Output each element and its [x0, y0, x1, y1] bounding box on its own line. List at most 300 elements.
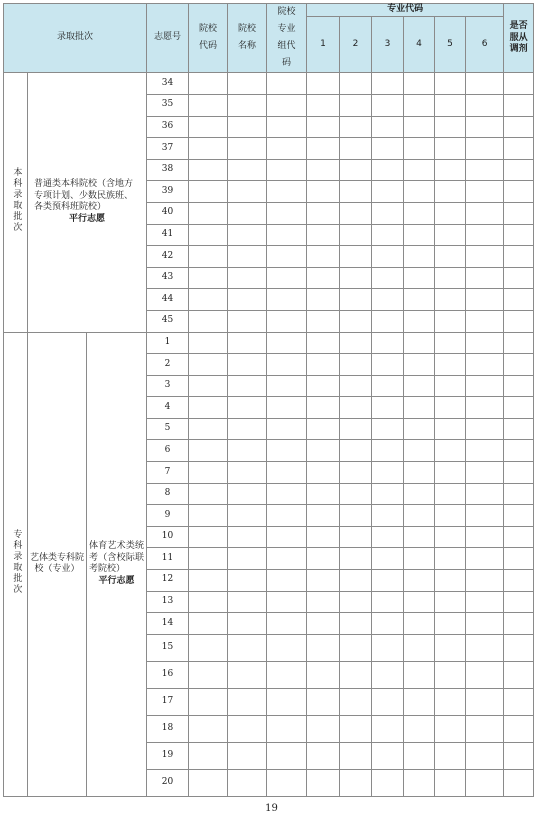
major-group-code-cell[interactable]	[267, 267, 307, 289]
school-code-cell[interactable]	[189, 440, 228, 462]
major-6-cell[interactable]	[466, 591, 504, 613]
major-5-cell[interactable]	[435, 159, 466, 181]
major-3-cell[interactable]	[372, 202, 404, 224]
major-2-cell[interactable]	[340, 289, 372, 311]
major-4-cell[interactable]	[404, 526, 435, 548]
major-5-cell[interactable]	[435, 661, 466, 688]
major-group-code-cell[interactable]	[267, 613, 307, 635]
obey-adjust-cell[interactable]	[504, 743, 534, 770]
major-5-cell[interactable]	[435, 743, 466, 770]
school-code-cell[interactable]	[189, 73, 228, 95]
school-code-cell[interactable]	[189, 202, 228, 224]
school-code-cell[interactable]	[189, 354, 228, 376]
major-4-cell[interactable]	[404, 202, 435, 224]
major-6-cell[interactable]	[466, 375, 504, 397]
major-2-cell[interactable]	[340, 267, 372, 289]
major-4-cell[interactable]	[404, 289, 435, 311]
major-3-cell[interactable]	[372, 548, 404, 570]
major-4-cell[interactable]	[404, 462, 435, 484]
major-group-code-cell[interactable]	[267, 397, 307, 419]
major-2-cell[interactable]	[340, 246, 372, 268]
school-code-cell[interactable]	[189, 94, 228, 116]
major-5-cell[interactable]	[435, 440, 466, 462]
major-4-cell[interactable]	[404, 375, 435, 397]
major-4-cell[interactable]	[404, 332, 435, 354]
major-5-cell[interactable]	[435, 332, 466, 354]
major-3-cell[interactable]	[372, 375, 404, 397]
major-2-cell[interactable]	[340, 743, 372, 770]
major-2-cell[interactable]	[340, 770, 372, 797]
major-group-code-cell[interactable]	[267, 224, 307, 246]
obey-adjust-cell[interactable]	[504, 661, 534, 688]
major-5-cell[interactable]	[435, 246, 466, 268]
major-5-cell[interactable]	[435, 138, 466, 160]
major-5-cell[interactable]	[435, 462, 466, 484]
school-name-cell[interactable]	[228, 116, 267, 138]
major-group-code-cell[interactable]	[267, 181, 307, 203]
obey-adjust-cell[interactable]	[504, 548, 534, 570]
school-code-cell[interactable]	[189, 661, 228, 688]
obey-adjust-cell[interactable]	[504, 73, 534, 95]
major-6-cell[interactable]	[466, 418, 504, 440]
obey-adjust-cell[interactable]	[504, 116, 534, 138]
major-5-cell[interactable]	[435, 770, 466, 797]
major-3-cell[interactable]	[372, 332, 404, 354]
school-name-cell[interactable]	[228, 202, 267, 224]
major-3-cell[interactable]	[372, 94, 404, 116]
major-6-cell[interactable]	[466, 526, 504, 548]
major-4-cell[interactable]	[404, 570, 435, 592]
major-4-cell[interactable]	[404, 634, 435, 661]
obey-adjust-cell[interactable]	[504, 613, 534, 635]
major-3-cell[interactable]	[372, 743, 404, 770]
major-6-cell[interactable]	[466, 267, 504, 289]
school-name-cell[interactable]	[228, 418, 267, 440]
school-code-cell[interactable]	[189, 716, 228, 743]
major-1-cell[interactable]	[307, 116, 340, 138]
major-1-cell[interactable]	[307, 462, 340, 484]
major-4-cell[interactable]	[404, 354, 435, 376]
major-2-cell[interactable]	[340, 310, 372, 332]
major-2-cell[interactable]	[340, 634, 372, 661]
major-1-cell[interactable]	[307, 770, 340, 797]
school-name-cell[interactable]	[228, 159, 267, 181]
school-name-cell[interactable]	[228, 289, 267, 311]
major-6-cell[interactable]	[466, 202, 504, 224]
major-2-cell[interactable]	[340, 418, 372, 440]
major-4-cell[interactable]	[404, 505, 435, 527]
major-6-cell[interactable]	[466, 289, 504, 311]
major-3-cell[interactable]	[372, 716, 404, 743]
major-5-cell[interactable]	[435, 689, 466, 716]
major-3-cell[interactable]	[372, 224, 404, 246]
major-3-cell[interactable]	[372, 289, 404, 311]
major-5-cell[interactable]	[435, 310, 466, 332]
major-2-cell[interactable]	[340, 116, 372, 138]
major-3-cell[interactable]	[372, 483, 404, 505]
school-code-cell[interactable]	[189, 770, 228, 797]
major-3-cell[interactable]	[372, 634, 404, 661]
major-6-cell[interactable]	[466, 634, 504, 661]
major-group-code-cell[interactable]	[267, 548, 307, 570]
major-6-cell[interactable]	[466, 716, 504, 743]
school-name-cell[interactable]	[228, 591, 267, 613]
major-group-code-cell[interactable]	[267, 246, 307, 268]
school-name-cell[interactable]	[228, 661, 267, 688]
major-3-cell[interactable]	[372, 138, 404, 160]
major-group-code-cell[interactable]	[267, 289, 307, 311]
school-code-cell[interactable]	[189, 634, 228, 661]
major-group-code-cell[interactable]	[267, 418, 307, 440]
major-2-cell[interactable]	[340, 716, 372, 743]
school-code-cell[interactable]	[189, 246, 228, 268]
major-2-cell[interactable]	[340, 661, 372, 688]
obey-adjust-cell[interactable]	[504, 397, 534, 419]
major-group-code-cell[interactable]	[267, 440, 307, 462]
major-2-cell[interactable]	[340, 73, 372, 95]
school-name-cell[interactable]	[228, 743, 267, 770]
obey-adjust-cell[interactable]	[504, 526, 534, 548]
major-6-cell[interactable]	[466, 483, 504, 505]
major-1-cell[interactable]	[307, 591, 340, 613]
obey-adjust-cell[interactable]	[504, 138, 534, 160]
major-3-cell[interactable]	[372, 440, 404, 462]
major-group-code-cell[interactable]	[267, 770, 307, 797]
major-1-cell[interactable]	[307, 246, 340, 268]
school-name-cell[interactable]	[228, 375, 267, 397]
major-4-cell[interactable]	[404, 138, 435, 160]
major-5-cell[interactable]	[435, 116, 466, 138]
school-code-cell[interactable]	[189, 332, 228, 354]
major-1-cell[interactable]	[307, 397, 340, 419]
major-3-cell[interactable]	[372, 397, 404, 419]
school-name-cell[interactable]	[228, 73, 267, 95]
obey-adjust-cell[interactable]	[504, 267, 534, 289]
school-name-cell[interactable]	[228, 548, 267, 570]
school-code-cell[interactable]	[189, 397, 228, 419]
major-group-code-cell[interactable]	[267, 716, 307, 743]
major-6-cell[interactable]	[466, 332, 504, 354]
major-6-cell[interactable]	[466, 224, 504, 246]
obey-adjust-cell[interactable]	[504, 94, 534, 116]
school-name-cell[interactable]	[228, 689, 267, 716]
major-group-code-cell[interactable]	[267, 743, 307, 770]
major-5-cell[interactable]	[435, 505, 466, 527]
major-6-cell[interactable]	[466, 138, 504, 160]
major-3-cell[interactable]	[372, 116, 404, 138]
major-2-cell[interactable]	[340, 483, 372, 505]
major-1-cell[interactable]	[307, 289, 340, 311]
school-name-cell[interactable]	[228, 505, 267, 527]
major-2-cell[interactable]	[340, 570, 372, 592]
school-code-cell[interactable]	[189, 570, 228, 592]
major-2-cell[interactable]	[340, 224, 372, 246]
major-1-cell[interactable]	[307, 224, 340, 246]
major-6-cell[interactable]	[466, 397, 504, 419]
school-name-cell[interactable]	[228, 138, 267, 160]
major-6-cell[interactable]	[466, 159, 504, 181]
major-4-cell[interactable]	[404, 483, 435, 505]
major-6-cell[interactable]	[466, 548, 504, 570]
obey-adjust-cell[interactable]	[504, 505, 534, 527]
major-group-code-cell[interactable]	[267, 689, 307, 716]
obey-adjust-cell[interactable]	[504, 483, 534, 505]
major-3-cell[interactable]	[372, 613, 404, 635]
school-code-cell[interactable]	[189, 181, 228, 203]
major-5-cell[interactable]	[435, 483, 466, 505]
major-group-code-cell[interactable]	[267, 483, 307, 505]
major-1-cell[interactable]	[307, 548, 340, 570]
school-name-cell[interactable]	[228, 94, 267, 116]
major-group-code-cell[interactable]	[267, 310, 307, 332]
major-4-cell[interactable]	[404, 246, 435, 268]
major-4-cell[interactable]	[404, 440, 435, 462]
major-6-cell[interactable]	[466, 770, 504, 797]
school-name-cell[interactable]	[228, 462, 267, 484]
major-5-cell[interactable]	[435, 289, 466, 311]
major-6-cell[interactable]	[466, 310, 504, 332]
major-6-cell[interactable]	[466, 661, 504, 688]
major-3-cell[interactable]	[372, 159, 404, 181]
major-1-cell[interactable]	[307, 661, 340, 688]
major-1-cell[interactable]	[307, 375, 340, 397]
obey-adjust-cell[interactable]	[504, 289, 534, 311]
major-5-cell[interactable]	[435, 224, 466, 246]
major-2-cell[interactable]	[340, 548, 372, 570]
obey-adjust-cell[interactable]	[504, 716, 534, 743]
major-1-cell[interactable]	[307, 634, 340, 661]
major-5-cell[interactable]	[435, 397, 466, 419]
major-4-cell[interactable]	[404, 73, 435, 95]
school-code-cell[interactable]	[189, 116, 228, 138]
obey-adjust-cell[interactable]	[504, 354, 534, 376]
major-2-cell[interactable]	[340, 159, 372, 181]
major-5-cell[interactable]	[435, 181, 466, 203]
obey-adjust-cell[interactable]	[504, 570, 534, 592]
school-code-cell[interactable]	[189, 418, 228, 440]
major-4-cell[interactable]	[404, 770, 435, 797]
major-2-cell[interactable]	[340, 375, 372, 397]
major-2-cell[interactable]	[340, 202, 372, 224]
major-2-cell[interactable]	[340, 462, 372, 484]
school-name-cell[interactable]	[228, 310, 267, 332]
major-6-cell[interactable]	[466, 354, 504, 376]
major-5-cell[interactable]	[435, 94, 466, 116]
school-name-cell[interactable]	[228, 267, 267, 289]
major-group-code-cell[interactable]	[267, 73, 307, 95]
school-name-cell[interactable]	[228, 526, 267, 548]
major-6-cell[interactable]	[466, 689, 504, 716]
major-3-cell[interactable]	[372, 354, 404, 376]
school-name-cell[interactable]	[228, 570, 267, 592]
major-group-code-cell[interactable]	[267, 526, 307, 548]
major-5-cell[interactable]	[435, 375, 466, 397]
major-5-cell[interactable]	[435, 591, 466, 613]
major-group-code-cell[interactable]	[267, 94, 307, 116]
school-code-cell[interactable]	[189, 138, 228, 160]
major-5-cell[interactable]	[435, 613, 466, 635]
major-3-cell[interactable]	[372, 505, 404, 527]
major-4-cell[interactable]	[404, 548, 435, 570]
major-1-cell[interactable]	[307, 181, 340, 203]
major-1-cell[interactable]	[307, 159, 340, 181]
major-3-cell[interactable]	[372, 661, 404, 688]
major-1-cell[interactable]	[307, 310, 340, 332]
major-group-code-cell[interactable]	[267, 570, 307, 592]
major-6-cell[interactable]	[466, 743, 504, 770]
major-group-code-cell[interactable]	[267, 505, 307, 527]
obey-adjust-cell[interactable]	[504, 375, 534, 397]
school-name-cell[interactable]	[228, 483, 267, 505]
major-4-cell[interactable]	[404, 591, 435, 613]
school-name-cell[interactable]	[228, 224, 267, 246]
major-1-cell[interactable]	[307, 267, 340, 289]
major-2-cell[interactable]	[340, 440, 372, 462]
major-5-cell[interactable]	[435, 634, 466, 661]
school-code-cell[interactable]	[189, 591, 228, 613]
major-5-cell[interactable]	[435, 548, 466, 570]
major-2-cell[interactable]	[340, 138, 372, 160]
major-6-cell[interactable]	[466, 73, 504, 95]
obey-adjust-cell[interactable]	[504, 770, 534, 797]
major-1-cell[interactable]	[307, 332, 340, 354]
major-4-cell[interactable]	[404, 689, 435, 716]
school-name-cell[interactable]	[228, 246, 267, 268]
major-1-cell[interactable]	[307, 202, 340, 224]
school-name-cell[interactable]	[228, 354, 267, 376]
major-1-cell[interactable]	[307, 483, 340, 505]
major-2-cell[interactable]	[340, 332, 372, 354]
major-1-cell[interactable]	[307, 354, 340, 376]
major-4-cell[interactable]	[404, 743, 435, 770]
obey-adjust-cell[interactable]	[504, 418, 534, 440]
school-code-cell[interactable]	[189, 743, 228, 770]
school-code-cell[interactable]	[189, 375, 228, 397]
school-name-cell[interactable]	[228, 397, 267, 419]
major-3-cell[interactable]	[372, 689, 404, 716]
major-group-code-cell[interactable]	[267, 375, 307, 397]
major-3-cell[interactable]	[372, 267, 404, 289]
school-name-cell[interactable]	[228, 634, 267, 661]
major-group-code-cell[interactable]	[267, 116, 307, 138]
major-4-cell[interactable]	[404, 310, 435, 332]
major-5-cell[interactable]	[435, 354, 466, 376]
major-4-cell[interactable]	[404, 397, 435, 419]
major-1-cell[interactable]	[307, 570, 340, 592]
major-2-cell[interactable]	[340, 94, 372, 116]
school-name-cell[interactable]	[228, 716, 267, 743]
obey-adjust-cell[interactable]	[504, 689, 534, 716]
major-group-code-cell[interactable]	[267, 138, 307, 160]
major-group-code-cell[interactable]	[267, 634, 307, 661]
obey-adjust-cell[interactable]	[504, 591, 534, 613]
major-1-cell[interactable]	[307, 440, 340, 462]
major-4-cell[interactable]	[404, 267, 435, 289]
major-5-cell[interactable]	[435, 73, 466, 95]
major-4-cell[interactable]	[404, 224, 435, 246]
major-2-cell[interactable]	[340, 397, 372, 419]
school-name-cell[interactable]	[228, 613, 267, 635]
major-4-cell[interactable]	[404, 94, 435, 116]
major-6-cell[interactable]	[466, 613, 504, 635]
major-6-cell[interactable]	[466, 94, 504, 116]
school-name-cell[interactable]	[228, 770, 267, 797]
major-3-cell[interactable]	[372, 770, 404, 797]
major-5-cell[interactable]	[435, 716, 466, 743]
school-code-cell[interactable]	[189, 689, 228, 716]
obey-adjust-cell[interactable]	[504, 159, 534, 181]
major-group-code-cell[interactable]	[267, 591, 307, 613]
major-6-cell[interactable]	[466, 181, 504, 203]
major-6-cell[interactable]	[466, 440, 504, 462]
major-2-cell[interactable]	[340, 689, 372, 716]
obey-adjust-cell[interactable]	[504, 224, 534, 246]
school-code-cell[interactable]	[189, 613, 228, 635]
major-4-cell[interactable]	[404, 613, 435, 635]
school-code-cell[interactable]	[189, 289, 228, 311]
school-code-cell[interactable]	[189, 483, 228, 505]
school-code-cell[interactable]	[189, 310, 228, 332]
major-1-cell[interactable]	[307, 418, 340, 440]
school-code-cell[interactable]	[189, 224, 228, 246]
obey-adjust-cell[interactable]	[504, 440, 534, 462]
school-code-cell[interactable]	[189, 462, 228, 484]
major-6-cell[interactable]	[466, 462, 504, 484]
major-1-cell[interactable]	[307, 73, 340, 95]
major-6-cell[interactable]	[466, 570, 504, 592]
major-5-cell[interactable]	[435, 526, 466, 548]
obey-adjust-cell[interactable]	[504, 202, 534, 224]
major-6-cell[interactable]	[466, 505, 504, 527]
school-name-cell[interactable]	[228, 332, 267, 354]
major-4-cell[interactable]	[404, 716, 435, 743]
major-1-cell[interactable]	[307, 505, 340, 527]
major-group-code-cell[interactable]	[267, 462, 307, 484]
school-code-cell[interactable]	[189, 505, 228, 527]
major-4-cell[interactable]	[404, 661, 435, 688]
major-3-cell[interactable]	[372, 462, 404, 484]
major-2-cell[interactable]	[340, 354, 372, 376]
major-6-cell[interactable]	[466, 116, 504, 138]
major-5-cell[interactable]	[435, 267, 466, 289]
major-3-cell[interactable]	[372, 570, 404, 592]
major-4-cell[interactable]	[404, 181, 435, 203]
school-name-cell[interactable]	[228, 440, 267, 462]
major-group-code-cell[interactable]	[267, 202, 307, 224]
major-2-cell[interactable]	[340, 505, 372, 527]
obey-adjust-cell[interactable]	[504, 310, 534, 332]
major-1-cell[interactable]	[307, 689, 340, 716]
major-3-cell[interactable]	[372, 181, 404, 203]
major-group-code-cell[interactable]	[267, 661, 307, 688]
major-group-code-cell[interactable]	[267, 159, 307, 181]
obey-adjust-cell[interactable]	[504, 462, 534, 484]
major-2-cell[interactable]	[340, 181, 372, 203]
major-group-code-cell[interactable]	[267, 354, 307, 376]
major-group-code-cell[interactable]	[267, 332, 307, 354]
obey-adjust-cell[interactable]	[504, 246, 534, 268]
major-3-cell[interactable]	[372, 310, 404, 332]
major-3-cell[interactable]	[372, 246, 404, 268]
major-4-cell[interactable]	[404, 418, 435, 440]
major-6-cell[interactable]	[466, 246, 504, 268]
major-3-cell[interactable]	[372, 526, 404, 548]
major-1-cell[interactable]	[307, 526, 340, 548]
major-1-cell[interactable]	[307, 743, 340, 770]
school-name-cell[interactable]	[228, 181, 267, 203]
major-5-cell[interactable]	[435, 570, 466, 592]
major-1-cell[interactable]	[307, 138, 340, 160]
